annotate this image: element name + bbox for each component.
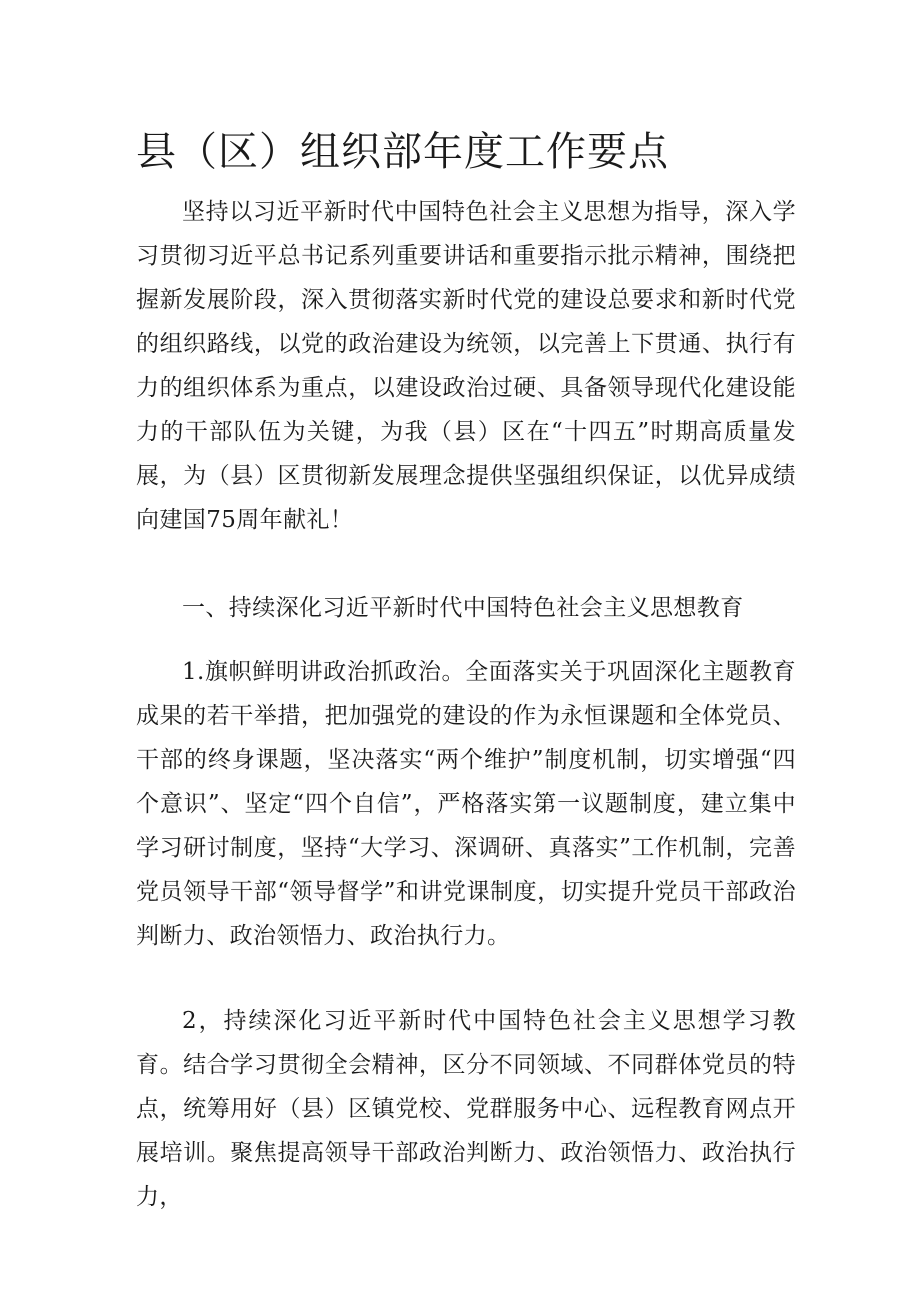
section-heading: 一、持续深化习近平新时代中国特色社会主义思想教育 [182,595,744,621]
item-2-paragraph: 2，持续深化习近平新时代中国特色社会主义思想学习教育。结合学习贯彻全会精神，区分不同领域、不同群体党员的特点，统筹用好（县）区镇党校、党群服务中心、远程教育网点开展培训。聚焦提高领导干部政治判断力、政治领悟力、政治执行力， [136,1008,796,1210]
item-1-paragraph: 1.旗帜鲜明讲政治抓政治。全面落实关于巩固深化主题教育成果的若干举措，把加强党的建设的作为永恒课题和全体党员、干部的终身课题，坚决落实“两个维护”制度机制，切实增强“四个意识”、坚定“四个自信”，严格落实第一议题制度，建立集中学习研讨制度，坚持“大学习、深调研、真落实”工作机制，完善党员领导干部“领导督学”和讲党课制度，切实提升党员干部政治判断力、政治领悟力、政治执行力。 [136,659,796,949]
document-title: 县（区）组织部年度工作要点 [136,129,669,175]
intro-paragraph: 坚持以习近平新时代中国特色社会主义思想为指导，深入学习贯彻习近平总书记系列重要讲话和重要指示批示精神，围绕把握新发展阶段，深入贯彻落实新时代党的建设总要求和新时代党的组织路线，以党的政治建设为统领，以完善上下贯通、执行有力的组织体系为重点，以建设政治过硬、具备领导现代化建设能力的干部队伍为关键，为我（县）区在“十四五”时期高质量发展，为（县）区贯彻新发展理念提供坚强组织保证，以优异成绩向建国75周年献礼！ [136,199,796,533]
